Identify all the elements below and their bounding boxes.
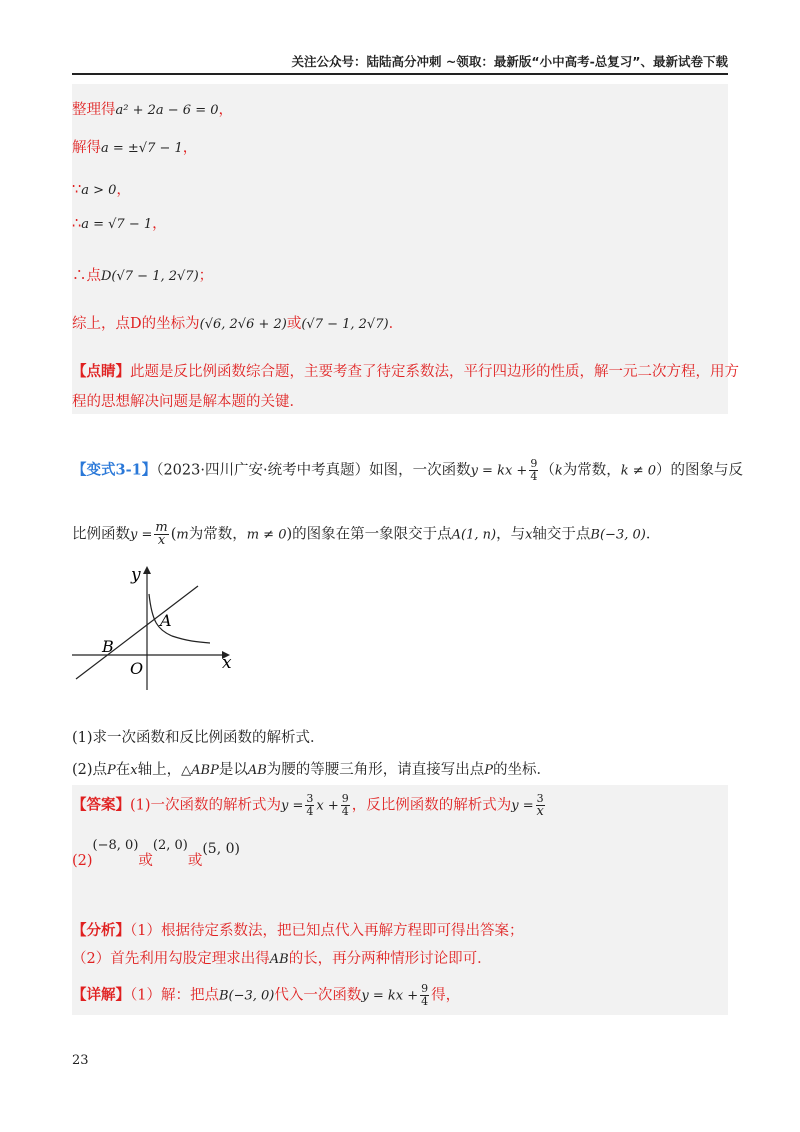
answer-line-2: (2)(−8, 0)或(2, 0)或(5, 0) — [72, 838, 240, 869]
fraction: $\frac{9}{4}$ — [530, 457, 538, 483]
y-axis-arrow — [143, 566, 151, 574]
problem-line-1: 【变式3-1】（2023·四川广安·统考中考真题）如图，一次函数y = kx + $\frac{9}{4}$ （k为常数，k ≠ 0）的图象与反 — [72, 457, 744, 483]
label-point-b: B — [102, 637, 114, 656]
solution-line-1: 整理得a² + 2a − 6 = 0， — [72, 102, 233, 118]
label-x: x — [222, 653, 232, 673]
page-number: 23 — [72, 1053, 89, 1068]
analysis-tag: 【分析】 — [72, 922, 130, 939]
detail-line-1: 【详解】（1）解：把点B(−3, 0)代入一次函数y = kx + $\frac{9}{4}$ 得， — [72, 982, 461, 1008]
label-y: y — [131, 565, 141, 585]
problem-line-2: 比例函数y = $\frac{m}{x}$ (m为常数，m ≠ 0)的图象在第一象限交于点A(1, n)，与x轴交于点B(−3, 0)． — [72, 520, 661, 548]
tip-tag: 【点睛】 — [72, 363, 130, 380]
question-2: (2)点P在x轴上，△ABP是以AB为腰的等腰三角形，请直接写出点P的坐标． — [72, 762, 552, 778]
analysis-line-1: 【分析】（1）根据待定系数法，把已知点代入再解方程即可得出答案； — [72, 922, 524, 939]
solution-panel — [72, 84, 739, 414]
solution-line-3: ∵a > 0， — [72, 182, 131, 198]
question-1: (1)求一次函数和反比例函数的解析式． — [72, 730, 325, 746]
solution-line-6: 综上，点D的坐标为(√6, 2√6 + 2)或(√7 − 1, 2√7)． — [72, 316, 404, 332]
fraction: $\frac{3}{x}$ — [536, 792, 544, 819]
answer-line-1: 【答案】(1)一次函数的解析式为y = $\frac{3}{4}$ x + $\frac{9}{4}$ ，反比例函数的解析式为y = $\frac{3}{x}$ — [72, 792, 544, 819]
hyperbola-curve — [149, 594, 210, 643]
fraction: $\frac{9}{4}$ — [421, 982, 429, 1008]
tip-line-1: 【点睛】此题是反比例函数综合题，主要考查了待定系数法，平行四边形的性质，解一元二次方程，用方 — [72, 363, 739, 380]
answer-panel — [72, 785, 728, 1015]
tip-line-2: 程的思想解决问题是解本题的关键． — [72, 394, 304, 410]
answer-tag: 【答案】 — [72, 796, 130, 814]
fraction: $\frac{3}{4}$ — [306, 792, 314, 818]
detail-tag: 【详解】 — [72, 986, 130, 1004]
fraction: $\frac{m}{x}$ — [155, 520, 168, 548]
label-origin: O — [130, 659, 144, 678]
header-rule — [72, 73, 728, 75]
analysis-line-2: （2）首先利用勾股定理求出得AB的长，再分两种情形讨论即可． — [72, 951, 492, 967]
solution-line-2: 解得a = ±√7 − 1， — [72, 140, 198, 156]
page-header: 关注公众号：陆陆高分冲刺 ~领取：最新版“小中高考-总复习”、最新试卷下载 — [291, 54, 728, 69]
solution-line-4: ∴a = √7 − 1， — [72, 216, 167, 232]
label-point-a: A — [160, 611, 172, 630]
solution-line-5: ∴点D(√7 − 1, 2√7)； — [72, 268, 214, 284]
problem-tag: 【变式3-1】 — [72, 461, 157, 479]
function-graph — [72, 562, 242, 692]
fraction: $\frac{9}{4}$ — [341, 792, 349, 818]
